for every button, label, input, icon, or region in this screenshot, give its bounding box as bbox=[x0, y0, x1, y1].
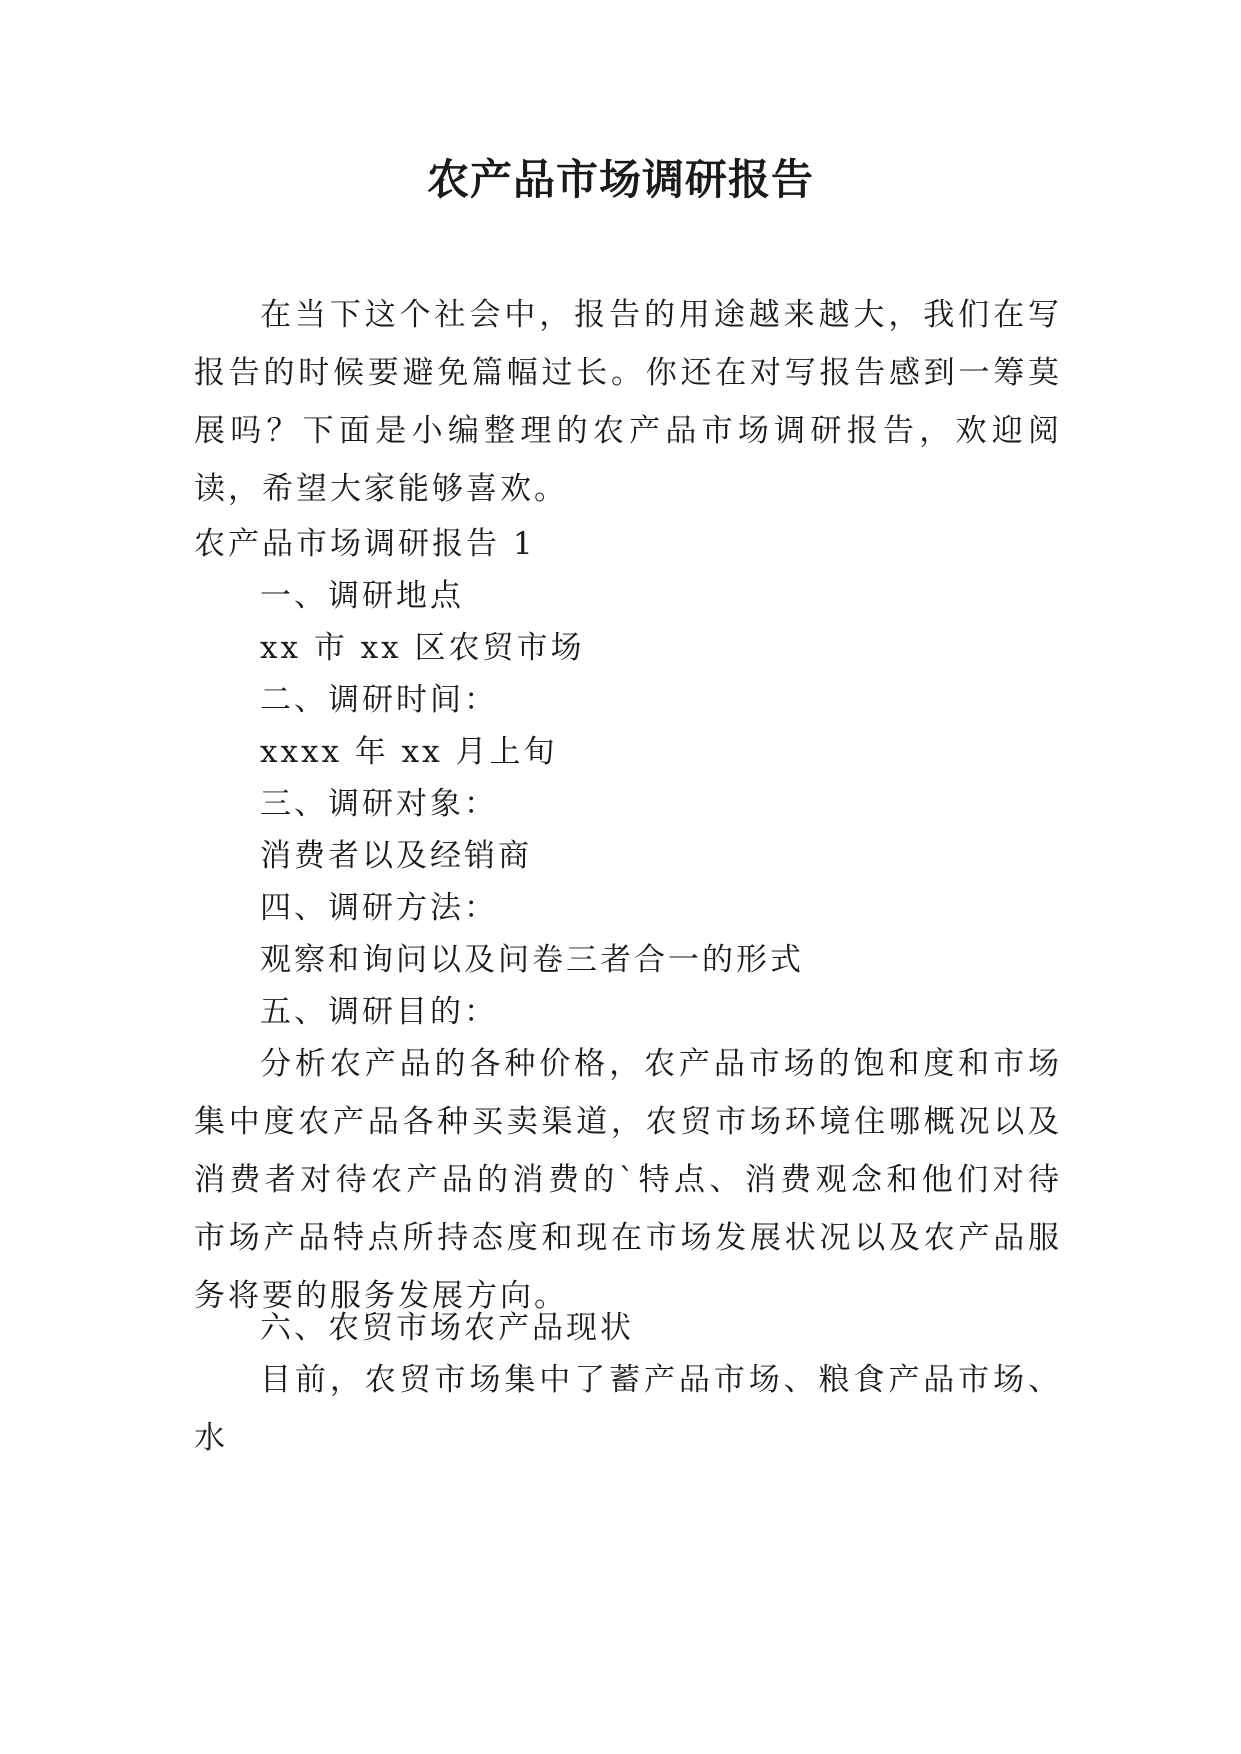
current-status-paragraph: 目前，农贸市场集中了蓄产品市场、粮食产品市场、水 bbox=[194, 1362, 1062, 1456]
item-location-heading: 一、调研地点 bbox=[260, 578, 464, 614]
document-title: 农产品市场调研报告 bbox=[426, 155, 814, 204]
section-six-heading: 六、农贸市场农产品现状 bbox=[260, 1310, 634, 1346]
item-location-value: xx 市 xx 区农贸市场 bbox=[260, 630, 585, 666]
item-target-value: 消费者以及经销商 bbox=[260, 838, 532, 874]
item-purpose-heading: 五、调研目的： bbox=[260, 994, 498, 1030]
purpose-paragraph: 分析农产品的各种价格，农产品市场的饱和度和市场集中度农产品各种买卖渠道，农贸市场环境住哪概况以及消费者对待农产品的消费的`特点、消费观念和他们对待市场产品特点所持态度和现在市场发展状况以及农产品服务将要的服务发展方向。 bbox=[194, 1046, 1062, 1314]
section-heading: 农产品市场调研报告 1 bbox=[194, 526, 536, 562]
intro-paragraph: 在当下这个社会中，报告的用途越来越大，我们在写报告的时候要避免篇幅过长。你还在对写报告感到一筹莫展吗？下面是小编整理的农产品市场调研报告，欢迎阅读，希望大家能够喜欢。 bbox=[194, 297, 1062, 507]
item-method-heading: 四、调研方法： bbox=[260, 890, 498, 926]
item-target-heading: 三、调研对象： bbox=[260, 786, 498, 822]
item-time-value: xxxx 年 xx 月上旬 bbox=[260, 734, 558, 770]
item-time-heading: 二、调研时间： bbox=[260, 682, 498, 718]
item-method-value: 观察和询问以及问卷三者合一的形式 bbox=[260, 942, 804, 978]
